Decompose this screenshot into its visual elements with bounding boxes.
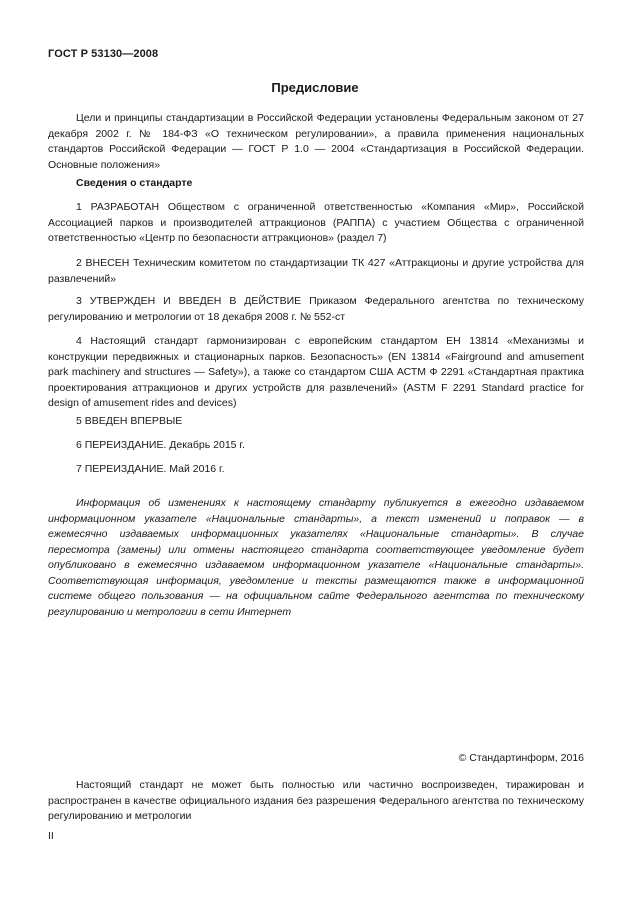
standard-info-item-3: 3 УТВЕРЖДЕН И ВВЕДЕН В ДЕЙСТВИЕ Приказом Федерального агентства по техническому регулированию и метрологии от 18 декабря 2008 г. № 552-ст (48, 295, 584, 323)
reproduction-restriction: Настоящий стандарт не может быть полностью или частично воспроизведен, тиражирован и распространен в качестве официального издания без разрешения Федерального агентства по техническому регулированию и метрологии (48, 779, 584, 822)
page-number: II (48, 830, 54, 842)
changes-notice: Информация об изменениях к настоящему стандарту публикуется в ежегодно издаваемом информационном указателе «Национальные стандарты», а текст изменений и поправок — в ежемесячно издаваемых информационных указателях «Национальные стандарты». В случае пересмотра (замены) или отмены настоящего стандарта соответствующее уведомление будет опубликовано в ежемесячно издаваемом информационном указателе «Национальные стандарты». Соответствующая информация, уведомление и тексты размещаются также в информационной системе общего пользования — на официальном сайте Федерального агентства по техническому регулированию и метрологии в сети Интернет (48, 497, 584, 618)
standard-info-item-2: 2 ВНЕСЕН Техническим комитетом по стандартизации ТК 427 «Аттракционы и другие устройства для развлечений» (48, 257, 584, 285)
section-heading: Сведения о стандарте (76, 177, 193, 189)
standard-info-item-7: 7 ПЕРЕИЗДАНИЕ. Май 2016 г. (76, 463, 225, 475)
standard-info-item-1: 1 РАЗРАБОТАН Обществом с ограниченной ответственностью «Компания «Мир», Российской Ассоциацией парков и производителей аттракционов (РАППА) с участием Общества с ограниченной ответственностью «Центр по безопасности аттракционов» (раздел 7) (48, 201, 584, 244)
page-title: Предисловие (271, 80, 359, 95)
intro-paragraph: Цели и принципы стандартизации в Российской Федерации установлены Федеральным законом от 27 декабря 2002 г. № 184-ФЗ «О техническом регулировании», а правила применения национальных стандартов Российской Федерации — ГОСТ Р 1.0 — 2004 «Стандартизация в Российской Федерации. Основные положения» (48, 112, 584, 171)
standard-info-item-6: 6 ПЕРЕИЗДАНИЕ. Декабрь 2015 г. (76, 439, 245, 451)
standard-info-item-4: 4 Настоящий стандарт гармонизирован с европейским стандартом ЕН 13814 «Механизмы и конструкции передвижных и стационарных парков. Безопасность» (EN 13814 «Fairground and amusement park machinery and structures — Safety»), а также со стандартом США АСТМ Ф 2291 «Стандартная практика проектирования аттракционов и других устройств для развлечений» (ASTM F 2291 Standard practice for design of amusement rides and devices) (48, 335, 584, 409)
standard-info-item-5: 5 ВВЕДЕН ВПЕРВЫЕ (76, 415, 183, 427)
document-code: ГОСТ Р 53130—2008 (48, 48, 159, 60)
copyright-line: © Стандартинформ, 2016 (458, 752, 584, 764)
